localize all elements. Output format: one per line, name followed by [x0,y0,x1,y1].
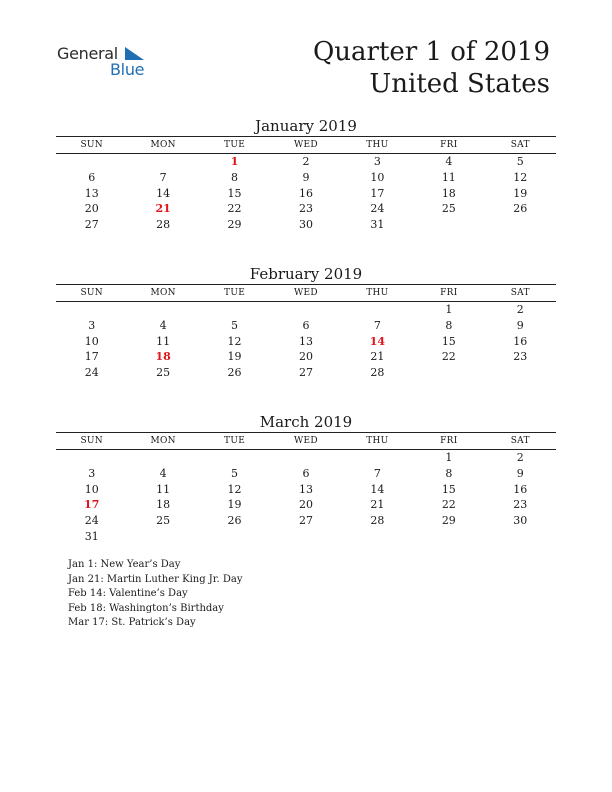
day-cell: 29 [441,514,456,528]
day-cell: 19 [227,498,242,512]
page-title [313,36,550,100]
holiday-item: Mar 17: St. Patrick’s Day [68,617,196,629]
day-empty [270,302,341,318]
weekday-label-thu: THU [366,288,389,298]
month-march [56,412,556,545]
holiday-item: Jan 21: Martin Luther King Jr. Day [68,573,243,585]
weekday-label-tue: TUE [224,288,246,298]
day-cell: 30 [513,514,528,528]
day-cell: 18 [156,498,171,512]
day-cell: 21 [370,498,385,512]
day-cell: 23 [513,350,528,364]
day-cell: 1 [445,303,453,316]
day-cell: 21 [370,350,385,364]
day-cell: 14 [370,482,385,496]
day-cell: 11 [441,170,456,184]
day-empty [56,154,127,170]
holiday-item: Feb 14: Valentine’s Day [68,588,188,600]
day-empty [199,450,270,466]
day-cell: 24 [370,202,385,216]
day-cell: 15 [227,186,242,200]
day-cell: 23 [513,498,528,512]
day-cell: 2 [516,303,524,316]
month-title: January 2019 [255,117,357,135]
day-cell: 7 [159,170,167,184]
day-cell: 10 [84,482,99,496]
weekday-label-fri: FRI [440,140,458,150]
weekday-label-sun: SUN [80,436,103,446]
day-empty [56,302,127,318]
day-grid [56,450,556,545]
day-cell: 22 [227,202,242,216]
day-cell: 5 [516,155,524,168]
day-cell: 6 [88,170,96,184]
holiday-item: Feb 18: Washington’s Birthday [68,602,224,614]
day-empty [127,450,198,466]
day-cell: 3 [88,318,96,332]
day-cell: 20 [298,498,313,512]
day-cell: 9 [302,170,310,184]
day-cell: 12 [227,482,242,496]
day-cell: 12 [513,170,528,184]
day-cell: 8 [445,318,453,332]
holiday-list [68,558,242,631]
day-cell: 5 [231,466,239,480]
day-cell: 19 [513,186,528,200]
weekday-header [56,285,556,301]
day-cell: 25 [441,202,456,216]
day-cell: 28 [156,218,171,232]
month-title: February 2019 [249,265,363,283]
day-cell: 29 [227,218,242,232]
day-cell: 4 [445,155,453,168]
day-cell: 26 [513,202,528,216]
title-quarter: Quarter 1 of 2019 [312,37,550,67]
day-empty [127,154,198,170]
day-cell: 13 [298,334,313,348]
day-cell: 27 [298,514,313,528]
day-cell: 20 [84,202,99,216]
weekday-header [56,433,556,449]
day-grid [56,302,556,381]
day-cell: 9 [516,466,524,480]
holiday-item: Jan 1: New Year’s Day [68,559,181,570]
day-cell: 22 [441,350,456,364]
day-cell: 28 [370,514,385,528]
day-cell-holiday: 21 [155,202,171,216]
day-cell: 11 [156,334,171,348]
day-cell: 13 [298,482,313,496]
day-cell: 28 [370,366,385,380]
day-cell: 2 [302,155,310,168]
day-cell: 15 [441,482,456,496]
day-cell: 8 [445,466,453,480]
day-cell: 16 [298,186,313,200]
day-cell: 8 [231,170,239,184]
weekday-label-wed: WED [294,288,318,298]
day-cell: 16 [513,334,528,348]
day-cell: 9 [516,318,524,332]
weekday-label-fri: FRI [440,288,458,298]
weekday-label-wed: WED [294,436,318,446]
day-cell: 14 [156,186,171,200]
day-empty [199,302,270,318]
day-cell: 25 [156,366,171,380]
weekday-label-mon: MON [150,436,176,446]
day-cell: 4 [159,318,167,332]
day-cell: 11 [156,482,171,496]
day-cell: 1 [445,451,453,464]
weekday-label-tue: TUE [224,436,246,446]
weekday-label-mon: MON [150,140,176,150]
day-cell: 20 [298,350,313,364]
month-february [56,264,556,381]
day-cell: 15 [441,334,456,348]
day-cell: 26 [227,514,242,528]
weekday-header [56,137,556,153]
weekday-label-sun: SUN [80,140,103,150]
weekday-label-tue: TUE [224,140,246,150]
day-cell: 6 [302,466,310,480]
day-empty [342,450,413,466]
logo-blue-text: Blue [110,60,145,79]
day-cell: 24 [84,514,99,528]
day-cell-holiday: 17 [84,498,100,512]
weekday-label-thu: THU [366,436,389,446]
day-cell: 2 [516,451,524,464]
day-cell-holiday: 14 [369,334,386,348]
day-empty [342,302,413,318]
day-empty [56,450,127,466]
weekday-label-thu: THU [366,140,389,150]
day-cell: 25 [156,514,171,528]
day-empty [270,450,341,466]
day-cell: 26 [227,366,242,380]
weekday-label-sun: SUN [80,288,103,298]
day-cell: 18 [441,186,456,200]
day-cell: 27 [84,218,99,232]
day-cell: 4 [159,466,167,480]
weekday-label-sat: SAT [510,140,530,150]
logo [57,44,157,84]
weekday-label-wed: WED [294,140,318,150]
day-cell: 31 [370,218,385,232]
day-cell: 17 [84,350,99,364]
day-cell: 7 [373,466,381,480]
weekday-label-fri: FRI [440,436,458,446]
day-cell: 13 [84,186,99,200]
day-cell: 22 [441,498,456,512]
day-cell: 6 [302,318,310,332]
weekday-label-mon: MON [150,288,176,298]
weekday-label-sat: SAT [510,288,530,298]
day-cell: 23 [298,202,313,216]
logo-general-text: General [57,44,118,63]
day-cell: 12 [227,334,242,348]
day-grid [56,154,556,233]
day-cell: 7 [373,318,381,332]
day-cell: 24 [84,366,99,380]
day-cell: 27 [298,366,313,380]
day-cell-holiday: 1 [230,155,239,168]
day-cell-holiday: 18 [155,350,171,364]
month-january [56,116,556,233]
day-cell: 30 [298,218,313,232]
day-cell: 31 [84,529,99,543]
day-cell: 10 [84,334,99,348]
weekday-label-sat: SAT [510,436,530,446]
day-cell: 3 [373,155,381,168]
day-cell: 16 [513,482,528,496]
day-cell: 19 [227,350,242,364]
day-cell: 10 [370,170,385,184]
day-cell: 5 [231,318,239,332]
day-cell: 3 [88,466,96,480]
day-empty [127,302,198,318]
month-title: March 2019 [259,413,353,431]
title-country: United States [369,69,550,99]
day-cell: 17 [370,186,385,200]
